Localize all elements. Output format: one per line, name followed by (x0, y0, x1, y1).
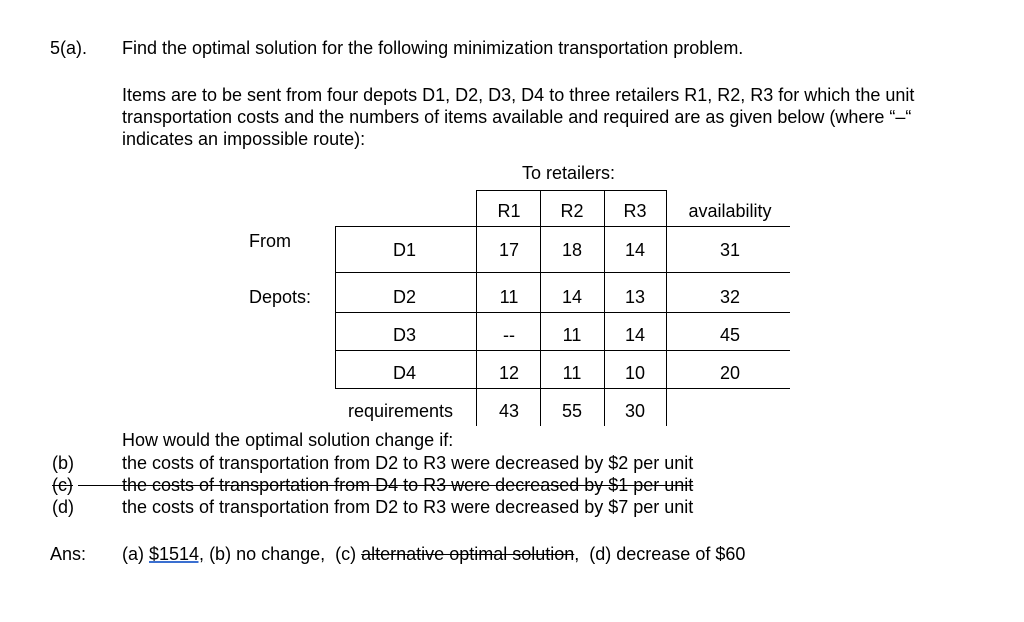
cell-d3-availability: 45 (719, 325, 741, 345)
requirements-label: requirements (348, 401, 454, 421)
table-rule (335, 312, 790, 313)
question-number: 5(a). (50, 38, 88, 58)
part-b-text: the costs of transportation from D2 to R3 were decreased by $2 per unit (122, 453, 694, 473)
to-retailers-label: To retailers: (522, 163, 616, 183)
cell-d4-r2: 11 (562, 363, 582, 383)
table-rule (335, 350, 790, 351)
col-header-r1: R1 (497, 201, 521, 221)
col-header-r2: R2 (560, 201, 584, 221)
table-rule (604, 190, 605, 426)
part-d-label: (d) (52, 497, 74, 517)
followup-question: How would the optimal solution change if: (122, 430, 454, 450)
intro-line-3: indicates an impossible route): (122, 129, 366, 149)
part-b-label: (b) (52, 453, 74, 473)
requirement-r3: 30 (624, 401, 646, 421)
table-rule (335, 226, 790, 227)
cell-d2-r1: 11 (499, 287, 519, 307)
part-d-text: the costs of transportation from D2 to R3 were decreased by $7 per unit (122, 497, 694, 517)
col-header-r3: R3 (623, 201, 647, 221)
answer-a-value: $1514, (149, 544, 205, 564)
cell-d3-r3: 14 (624, 325, 646, 345)
cell-d1-r2: 18 (561, 240, 583, 260)
row-d1-depot: D1 (393, 240, 417, 260)
cell-d2-r2: 14 (561, 287, 583, 307)
from-label: From (249, 231, 291, 251)
cell-d4-r3: 10 (624, 363, 646, 383)
cell-d1-r3: 14 (624, 240, 646, 260)
table-rule (335, 226, 336, 388)
intro-line-1: Items are to be sent from four depots D1, D2, D3, D4 to three retailers R1, R2, R3 for which the unit (122, 85, 915, 105)
table-rule (666, 190, 667, 426)
answer-label: Ans: (50, 544, 87, 564)
row-d4-depot: D4 (393, 363, 417, 383)
answer-c-prefix: (c) (325, 544, 362, 564)
cell-d1-r1: 17 (498, 240, 520, 260)
cell-d3-r1: -- (503, 325, 515, 345)
depots-label: Depots: (249, 287, 312, 307)
cell-d4-r1: 12 (498, 363, 520, 383)
requirement-r2: 55 (561, 401, 583, 421)
intro-line-2: transportation costs and the numbers of items available and required are as given below (where “–“ (122, 107, 912, 127)
table-rule (335, 388, 790, 389)
part-c-label: (c) (52, 475, 73, 495)
requirement-r1: 43 (498, 401, 520, 421)
part-c-text: the costs of transportation from D4 to R3 were decreased by $1 per unit (122, 475, 694, 495)
col-header-availability: availability (688, 201, 772, 221)
answer-c-struck: alternative optimal solution (361, 544, 575, 564)
table-rule (476, 190, 667, 191)
table-rule (476, 190, 477, 426)
answer-d: , (d) decrease of $60 (574, 544, 746, 564)
cell-d3-r2: 11 (562, 325, 582, 345)
table-rule (335, 272, 790, 273)
answer-line (122, 543, 745, 565)
cell-d1-availability: 31 (719, 240, 741, 260)
row-d2-depot: D2 (393, 287, 417, 307)
cell-d2-r3: 13 (624, 287, 646, 307)
answer-a-prefix: (a) (122, 544, 149, 564)
answer-b: (b) no change, (204, 544, 326, 564)
cell-d4-availability: 20 (719, 363, 741, 383)
question-title: Find the optimal solution for the following minimization transportation problem. (122, 38, 744, 58)
strike-connector (78, 485, 124, 486)
cell-d2-availability: 32 (719, 287, 741, 307)
row-d3-depot: D3 (393, 325, 417, 345)
table-rule (540, 190, 541, 426)
